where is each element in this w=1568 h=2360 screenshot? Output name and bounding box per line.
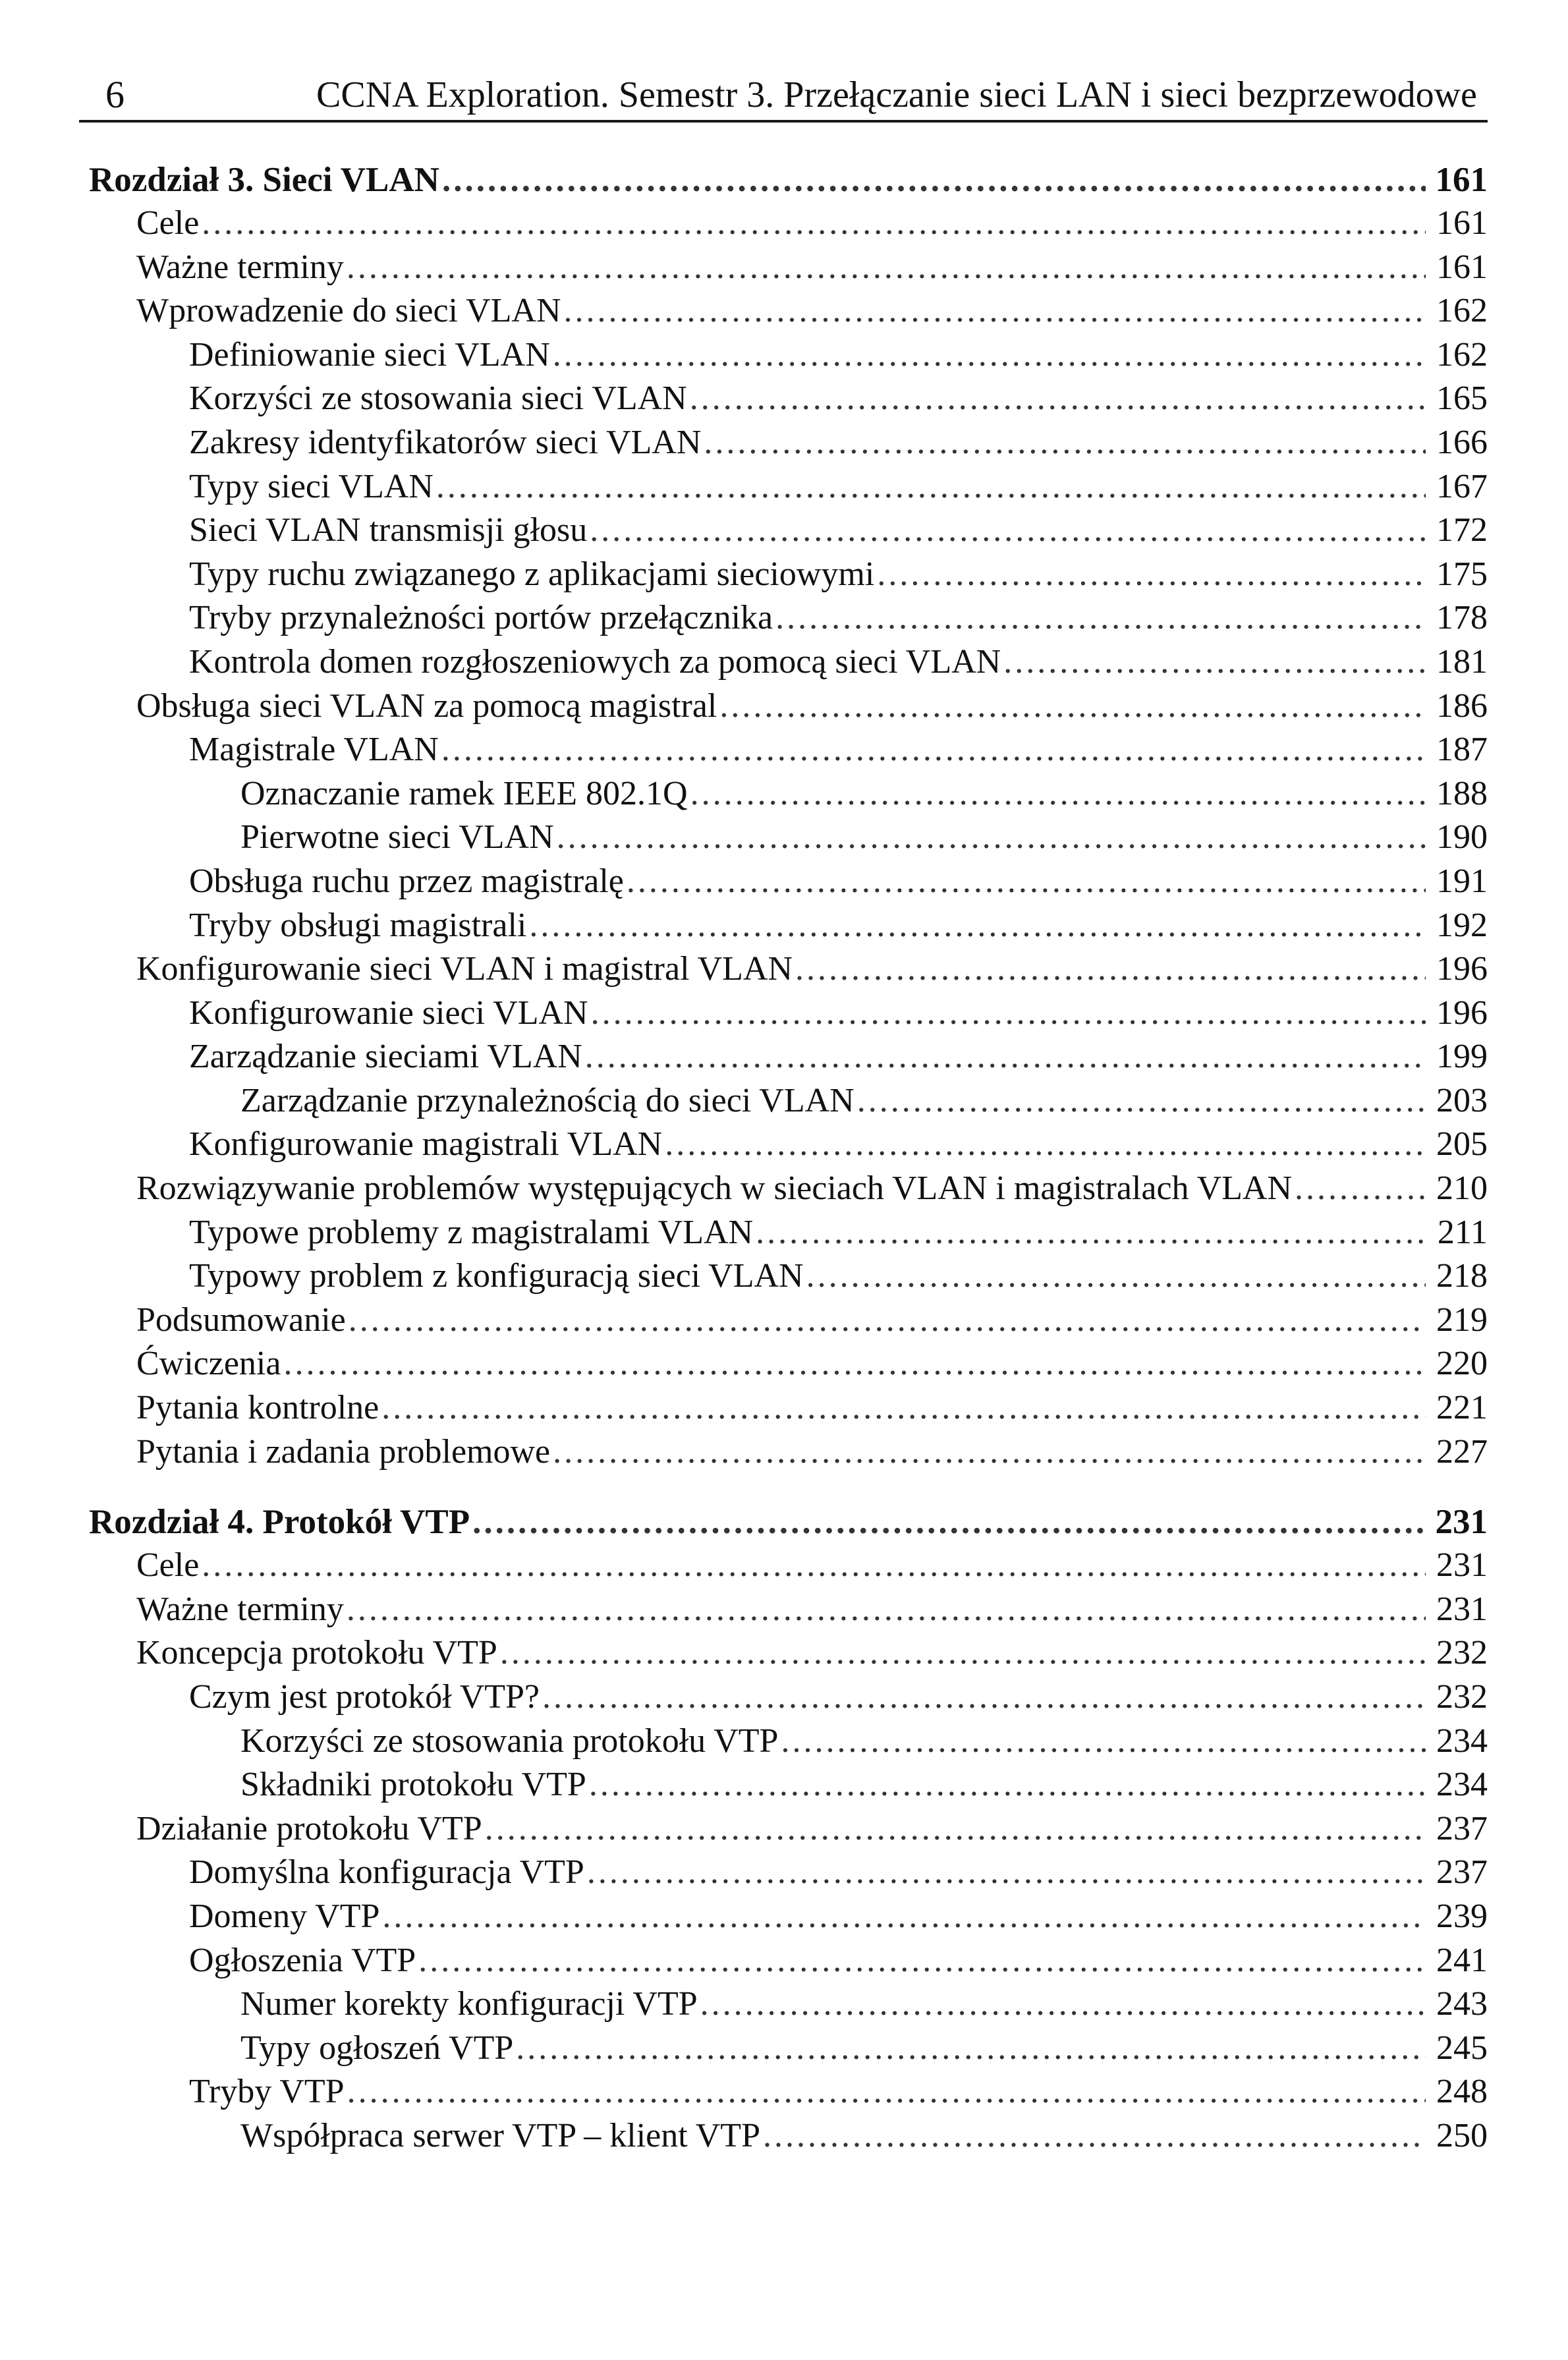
toc-entry	[89, 509, 1488, 553]
dot-leader	[485, 1807, 1426, 1851]
toc-entry	[89, 640, 1488, 685]
toc-entry-title: Ważne terminy	[136, 248, 344, 286]
toc-entry	[89, 772, 1488, 816]
toc-chapter	[89, 1500, 1488, 1544]
dot-leader	[806, 1254, 1426, 1299]
toc-entry-title: Obsługa sieci VLAN za pomocą magistral	[136, 687, 717, 725]
toc-entry-title: Czym jest protokół VTP?	[189, 1678, 540, 1716]
dot-leader	[1003, 640, 1426, 685]
toc-entry-page: 245	[1436, 2029, 1488, 2067]
dot-leader	[781, 1720, 1426, 1764]
toc-entry-title: Pytania kontrolne	[136, 1389, 379, 1427]
toc-entry-title: Cele	[136, 1546, 200, 1585]
toc-entry	[89, 1299, 1488, 1343]
toc-chapter-page: 231	[1435, 1503, 1488, 1542]
header-rule	[79, 120, 1488, 123]
dot-leader	[202, 1544, 1426, 1588]
dot-leader	[585, 1035, 1426, 1079]
toc-entry-page: 232	[1436, 1634, 1488, 1672]
toc-entry-title: Oznaczanie ramek IEEE 802.1Q	[240, 774, 688, 812]
toc-entry-page: 237	[1436, 1853, 1488, 1892]
toc-entry	[89, 1982, 1488, 2027]
toc-entry-title: Typowy problem z konfiguracją sieci VLAN	[189, 1257, 804, 1295]
toc-entry	[89, 596, 1488, 640]
toc-entry-page: 172	[1436, 511, 1488, 549]
page-number: 6	[105, 73, 125, 116]
toc-entry	[89, 816, 1488, 860]
dot-leader	[500, 1631, 1426, 1675]
dot-leader	[690, 377, 1426, 421]
dot-leader	[564, 289, 1426, 333]
running-title: CCNA Exploration. Semestr 3. Przełączanie sieci LAN i sieci bezprzewodowe	[316, 74, 1477, 115]
dot-leader	[795, 947, 1426, 992]
toc-entry	[89, 1763, 1488, 1807]
toc-entry-page: 175	[1436, 555, 1488, 593]
page-header	[99, 69, 1488, 121]
toc-entry-page: 203	[1436, 1081, 1488, 1119]
toc-entry-title: Zarządzanie sieciami VLAN	[189, 1038, 582, 1076]
toc-entry	[89, 333, 1488, 378]
dot-leader	[1295, 1167, 1426, 1211]
dot-leader	[436, 465, 1426, 509]
toc-entry	[89, 904, 1488, 948]
toc-entry-title: Współpraca serwer VTP – klient VTP	[240, 2116, 760, 2154]
dot-leader	[472, 1500, 1426, 1544]
toc-entry-page: 161	[1436, 248, 1488, 286]
toc-entry-page: 219	[1436, 1301, 1488, 1339]
toc-entry-page: 241	[1436, 1941, 1488, 1979]
toc-entry-title: Rozwiązywanie problemów występujących w sieciach VLAN i magistralach VLAN	[136, 1169, 1293, 1208]
dot-leader	[700, 1982, 1426, 2027]
toc-entry-page: 234	[1436, 1722, 1488, 1760]
dot-leader	[557, 816, 1426, 860]
toc-entry-title: Zakresy identyfikatorów sieci VLAN	[189, 423, 702, 461]
toc-entry	[89, 553, 1488, 597]
toc-entry	[89, 1939, 1488, 1983]
dot-leader	[283, 1342, 1426, 1386]
toc-entry-title: Cele	[136, 204, 200, 242]
toc-entry-title: Wprowadzenie do sieci VLAN	[136, 292, 561, 330]
toc-entry	[89, 1211, 1488, 1255]
toc-entry-page: 186	[1436, 687, 1488, 725]
toc-entry-page: 227	[1436, 1432, 1488, 1471]
toc-entry-title: Konfigurowanie sieci VLAN	[189, 994, 588, 1032]
toc-entry-title: Obsługa ruchu przez magistralę	[189, 862, 624, 900]
toc-entry	[89, 1895, 1488, 1939]
toc-entry-title: Pierwotne sieci VLAN	[240, 818, 554, 857]
toc-entry-title: Korzyści ze stosowania sieci VLAN	[189, 379, 687, 418]
dot-leader	[202, 202, 1426, 246]
toc-entry	[89, 1430, 1488, 1475]
toc-entry	[89, 2114, 1488, 2158]
toc-entry-title: Podsumowanie	[136, 1301, 346, 1339]
toc-chapter-title: Rozdział 4. Protokół VTP	[89, 1503, 470, 1542]
toc-entry-page: 165	[1436, 379, 1488, 418]
toc-entry-title: Pytania i zadania problemowe	[136, 1432, 551, 1471]
toc-chapter-page: 161	[1435, 161, 1488, 199]
toc-entry	[89, 1675, 1488, 1720]
dot-leader	[418, 1939, 1426, 1983]
toc-entry	[89, 947, 1488, 992]
toc-entry-page: 220	[1436, 1345, 1488, 1383]
dot-leader	[441, 728, 1426, 772]
toc-entry-page: 231	[1436, 1590, 1488, 1628]
toc-entry-page: 187	[1436, 731, 1488, 769]
dot-leader	[347, 1588, 1426, 1632]
toc-entry	[89, 1123, 1488, 1167]
dot-leader	[877, 553, 1426, 597]
dot-leader	[381, 1386, 1426, 1430]
toc-entry-page: 231	[1436, 1546, 1488, 1585]
toc-entry	[89, 728, 1488, 772]
toc-entry-page: 192	[1436, 906, 1488, 944]
toc-entry-title: Zarządzanie przynależnością do sieci VLAN	[240, 1081, 854, 1119]
toc-entry-page: 250	[1436, 2116, 1488, 2154]
toc-entry	[89, 2070, 1488, 2114]
dot-leader	[542, 1675, 1426, 1720]
dot-leader	[704, 421, 1426, 465]
toc-entry	[89, 289, 1488, 333]
toc-entry-page: 232	[1436, 1678, 1488, 1716]
dot-leader	[775, 596, 1426, 640]
toc-entry	[89, 246, 1488, 290]
toc-entry-page: 196	[1436, 994, 1488, 1032]
toc-entry	[89, 1807, 1488, 1851]
dot-leader	[665, 1123, 1426, 1167]
table-of-contents	[89, 158, 1488, 2214]
toc-entry-title: Tryby obsługi magistrali	[189, 906, 527, 944]
toc-entry-page: 243	[1436, 1985, 1488, 2023]
toc-entry-page: 181	[1436, 642, 1488, 681]
dot-leader	[627, 860, 1426, 904]
toc-entry-page: 218	[1436, 1257, 1488, 1295]
toc-entry	[89, 1167, 1488, 1211]
toc-entry-page: 191	[1436, 862, 1488, 900]
toc-entry-page: 221	[1436, 1389, 1488, 1427]
toc-entry-page: 210	[1436, 1169, 1488, 1208]
toc-entry	[89, 2027, 1488, 2071]
toc-entry-title: Definiowanie sieci VLAN	[189, 335, 550, 374]
toc-entry-title: Konfigurowanie sieci VLAN i magistral VLAN	[136, 950, 793, 988]
dot-leader	[349, 1299, 1426, 1343]
toc-entry-page: 205	[1436, 1125, 1488, 1164]
toc-entry	[89, 1851, 1488, 1895]
toc-entry	[89, 1035, 1488, 1079]
toc-entry-title: Korzyści ze stosowania protokołu VTP	[240, 1722, 779, 1760]
toc-entry-title: Sieci VLAN transmisji głosu	[189, 511, 588, 549]
dot-leader	[382, 1895, 1426, 1939]
toc-entry-page: 188	[1436, 774, 1488, 812]
dot-leader	[591, 992, 1426, 1036]
toc-entry	[89, 1386, 1488, 1430]
dot-leader	[719, 685, 1426, 729]
toc-chapter-title: Rozdział 3. Sieci VLAN	[89, 161, 439, 199]
dot-leader	[347, 246, 1426, 290]
toc-entry-page: 211	[1437, 1213, 1488, 1251]
toc-entry-title: Ogłoszenia VTP	[189, 1941, 416, 1979]
toc-entry	[89, 685, 1488, 729]
toc-entry-title: Typy sieci VLAN	[189, 467, 434, 505]
dot-leader	[763, 2114, 1426, 2158]
toc-entry	[89, 1720, 1488, 1764]
dot-leader	[553, 333, 1426, 378]
toc-entry-title: Kontrola domen rozgłoszeniowych za pomocą sieci VLAN	[189, 642, 1001, 681]
toc-entry-page: 199	[1436, 1038, 1488, 1076]
toc-entry-page: 166	[1436, 423, 1488, 461]
toc-entry	[89, 1079, 1488, 1123]
toc-entry-title: Magistrale VLAN	[189, 731, 439, 769]
toc-entry-title: Tryby przynależności portów przełącznika	[189, 599, 773, 637]
dot-leader	[553, 1430, 1426, 1475]
toc-entry	[89, 1254, 1488, 1299]
dot-leader	[590, 509, 1426, 553]
toc-entry-title: Numer korekty konfiguracji VTP	[240, 1985, 698, 2023]
dot-leader	[347, 2070, 1426, 2114]
dot-leader	[589, 1763, 1426, 1807]
toc-entry-title: Składniki protokołu VTP	[240, 1766, 586, 1804]
toc-entry-page: 239	[1436, 1897, 1488, 1935]
toc-entry-page: 161	[1436, 204, 1488, 242]
toc-entry-title: Działanie protokołu VTP	[136, 1809, 482, 1847]
toc-entry	[89, 1631, 1488, 1675]
toc-entry	[89, 992, 1488, 1036]
toc-entry	[89, 465, 1488, 509]
toc-entry	[89, 860, 1488, 904]
toc-entry-title: Typy ogłoszeń VTP	[240, 2029, 514, 2067]
toc-entry-page: 162	[1436, 335, 1488, 374]
dot-leader	[529, 904, 1426, 948]
toc-entry	[89, 202, 1488, 246]
dot-leader	[587, 1851, 1426, 1895]
dot-leader	[756, 1211, 1426, 1255]
toc-entry	[89, 1544, 1488, 1588]
toc-entry-page: 196	[1436, 950, 1488, 988]
toc-entry	[89, 1588, 1488, 1632]
toc-entry-page: 237	[1436, 1809, 1488, 1847]
dot-leader	[690, 772, 1426, 816]
dot-leader	[857, 1079, 1426, 1123]
toc-entry-page: 167	[1436, 467, 1488, 505]
toc-entry-title: Typy ruchu związanego z aplikacjami sieciowymi	[189, 555, 875, 593]
toc-entry-page: 178	[1436, 599, 1488, 637]
toc-entry-page: 162	[1436, 292, 1488, 330]
toc-entry-title: Ważne terminy	[136, 1590, 344, 1628]
toc-entry-title: Tryby VTP	[189, 2073, 345, 2111]
toc-entry-title: Konfigurowanie magistrali VLAN	[189, 1125, 663, 1164]
toc-entry-page: 248	[1436, 2073, 1488, 2111]
toc-entry-title: Domeny VTP	[189, 1897, 380, 1935]
toc-entry-page: 234	[1436, 1766, 1488, 1804]
dot-leader	[516, 2027, 1426, 2071]
toc-entry-title: Ćwiczenia	[136, 1345, 281, 1383]
toc-entry-page: 190	[1436, 818, 1488, 857]
toc-entry	[89, 1342, 1488, 1386]
toc-entry	[89, 421, 1488, 465]
toc-entry-title: Typowe problemy z magistralami VLAN	[189, 1213, 754, 1251]
toc-entry	[89, 377, 1488, 421]
toc-entry-title: Koncepcja protokołu VTP	[136, 1634, 497, 1672]
toc-chapter	[89, 158, 1488, 202]
toc-entry-title: Domyślna konfiguracja VTP	[189, 1853, 584, 1892]
dot-leader	[442, 158, 1426, 202]
